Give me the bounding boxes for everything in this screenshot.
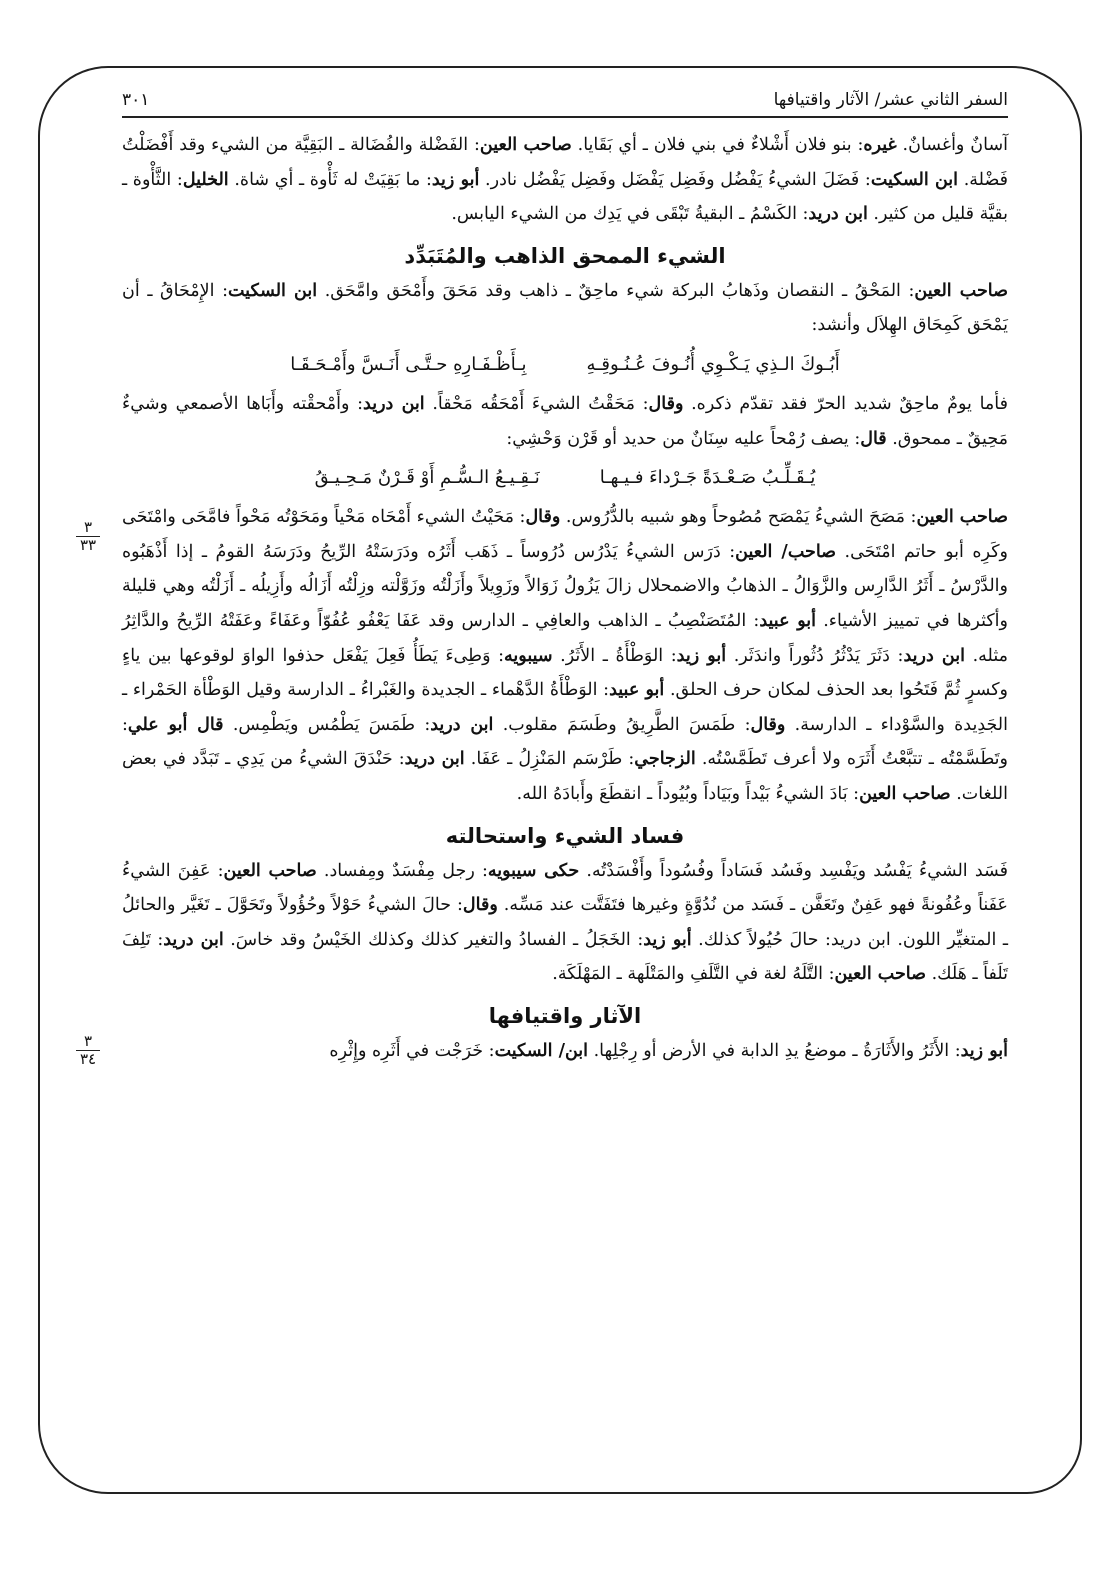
verse-first-hemistich: أَبُـوكَ الـذِي يَـكْـوِي أُنُـوفَ عُـنُـوقِـهِ [586, 353, 840, 375]
paragraph-4 [122, 500, 1008, 811]
text: : الإِمْحَاقُ ـ أن يَمْحَق كَمِحَاق الهِلاَل وأنشد: [122, 280, 1008, 336]
text: : الفَضْلة والفُضَالة ـ البَقِيَّة من الشيء وقد أَفْضَلْتُ فَضْلة. [122, 135, 1008, 190]
text: : طَرْسَم المَنْزِلُ ـ عَفَا. [464, 749, 635, 770]
running-header [122, 80, 1008, 118]
source-name: الخليل [182, 169, 229, 190]
text: : عَفِنَ الشيءُ عَفَناً وعُفُونةً فهو عَفِنٌ وتَعَفَّن ـ فَسَد من نُدُوَّةٍ وغيرها فتَفَتَّت عند مَسِّه. [122, 860, 1008, 916]
source-name: غيره [863, 135, 897, 155]
text: : المُتَصَنْصِبُ ـ الذاهب والعافِي ـ الدارس وقد عَفَا يَعْفُو عُفُوّاً وعَفَاءً وعَفَتْهُ الرِّيحُ والدَّاثِرُ مثله. [122, 610, 1008, 666]
source-name: أبو زيد [960, 1040, 1008, 1061]
source-name: وقال [462, 895, 498, 916]
margin-folio-note [72, 1031, 104, 1068]
text: : بَادَ الشيءُ بَيْداً وبَيَاداً وبُيُوداً ـ انقطَعَ وأَبادَهُ الله. [516, 783, 860, 804]
source-name: صاحب العين [859, 783, 951, 804]
source-name: قال أبو علي [127, 714, 224, 735]
source-name: أبو عبيد [759, 610, 817, 631]
text: : وتَطَسَّمْتُه ـ تتبَّعْتُ أَثَرَه ولا أعرف تَطَمَّسْتُه. [122, 714, 1008, 770]
text: : التَّلَهُ لغة في التَّلَفِ والمَتْلَهة ـ المَهْلَكَة. [552, 964, 835, 985]
paragraph-1 [122, 128, 1008, 232]
source-name: سيبويه [504, 645, 553, 666]
text: فأما يومٌ ماحِقٌ شديد الحرّ فقد تقدّم ذكره. [683, 393, 1008, 414]
text: : مَحَيْتُ الشيء أَمْحَاه مَحْياً ومَحَوْتُه مَحْواً فامَّحَى وامْتَحَى وكَرِه أبو حاتم امْتَحَى. [122, 507, 1009, 562]
source-name: أبو زيد [643, 929, 692, 950]
text: : تَلِفَ تَلَفاً ـ هَلَك. [122, 929, 1008, 985]
verse-2 [122, 458, 1008, 498]
source-name: ابن دريد [363, 393, 425, 414]
source-name: قال [860, 428, 887, 449]
source-name: صاحب العين [834, 964, 926, 985]
document-page [79, 80, 1009, 1490]
paragraph-4-wrapper [79, 500, 1009, 811]
text: : مَصَحَ الشيءُ يَمْصَح مُصُوحاً وهو شبيه بالدُّرُوس. [560, 507, 917, 528]
source-name: أبو عبيد [609, 680, 665, 701]
source-name: وقال [648, 393, 684, 414]
text: : طَمَسَ الطَّرِيقُ وطَسَمَ مقلوب. [493, 714, 751, 735]
margin-note-top: ٣ [83, 518, 93, 537]
paragraph-5 [122, 854, 1008, 992]
text: : يصف رُمْحاً عليه سِنَانٌ من حديد أو قَرْن وَحْشِي: [506, 428, 861, 449]
margin-note-top: ٣ [83, 1031, 93, 1050]
text: : الوَطْأَةُ ـ الأَثَرُ. [552, 645, 677, 666]
source-name: ابن دريد [163, 929, 224, 950]
text: : مَحَقْتُ الشيءَ أَمْحَقُه مَحْقاً. [424, 393, 649, 414]
text: : الثَّأْوة ـ بقيَّة قليل من كثير. [122, 169, 1008, 225]
text: : دَرَس الشيءُ يَدْرُس دُرُوساً ـ ذَهَب أَثَرُه ودَرَسَتْهُ الرِّيحُ ودَرَسَهُ القومُ ـ إذا أَذْهَبُوه والدَّرْسُ ـ أَثَرُ الدَّارِس والزَّوَالُ ـ الذهابُ والاضمحلال زالَ يَزُولُ زَوَالاً وزَوِيلاً وأَزَلْتُه وزَوَّلْته وزِلْتُه أَزَالُه وأَزِيلُه ـ أَزَلْتُه وهي قليلة وأكثرها في تمييز الأشياء. [122, 541, 1008, 631]
text: : الوَطْأَةُ الدَّهْماء ـ الجديدة والغَبْراءُ ـ الدارسة وقيل الوَطْأة الحَمْراء ـ الجَدِيدة والسَّوْداء ـ الدارسة. [122, 680, 1008, 735]
text: آسانٌ وأغسانٌ. [896, 135, 1008, 155]
source-name: صاحب العين [479, 135, 572, 155]
source-name: ابن السكيت [227, 280, 318, 301]
text: : بنو فلان أَشْلاءٌ في بني فلان ـ أي بَقَايا. [571, 135, 864, 155]
page-number: ٣٠١ [122, 90, 150, 110]
section-heading-3: الآثار واقتيافها [488, 1003, 642, 1028]
section-heading-1: الشيء الممحق الذاهب والمُتَبَدِّد [404, 243, 726, 268]
text: : الأَثَرُ والأَثَارَةُ ـ موضعُ يدِ الدابة في الأرض أو رِجْلِها. [588, 1040, 961, 1061]
text: : وأَمْحقْته وأَبَاها الأصمعي وشيءٌ مَحِيقٌ ـ ممحوق. [122, 393, 1008, 449]
text: : حَنْدَقَ الشيءُ من يَدِي ـ تَبَدَّد في بعض اللغات. [122, 749, 1008, 804]
source-name: صاحب/ العين [735, 541, 837, 562]
source-name: ابن دريد [808, 204, 868, 225]
source-name: حكى سيبويه [487, 860, 580, 881]
text: : طَمَسَ يَطْمُس ويَطْمِس. [223, 714, 431, 735]
source-name: صاحب العين [223, 860, 317, 881]
text: : المَحْقُ ـ النقصان وذَهابُ البركة شيء ماحِقٌ ـ ذاهب وقد مَحَقَ وأَمْحَق وامَّحَق. [317, 280, 915, 301]
text: : الكَسْمُ ـ البقيةُ تَبْقَى في يَدِك من الشيء اليابس. [451, 204, 809, 225]
paragraph-2 [122, 274, 1008, 343]
text: : فَضَلَ الشيءُ يَفْضُل وفَضِل يَفْضَل وفَضِل يَفْضُل نادر. [479, 169, 871, 190]
paragraph-6-wrapper [79, 1031, 1008, 1069]
source-name: أبو زيد [676, 645, 727, 666]
paragraph-6 [122, 1034, 1008, 1069]
running-title: السفر الثاني عشر/ الآثار واقتيافها [773, 90, 1008, 110]
text: فَسَد الشيءُ يَفْسُد ويَفْسِد وفَسُد فَسَاداً وفُسُوداً وأَفْسَدْتُه. [579, 860, 1008, 881]
verse-1 [122, 345, 1008, 385]
source-name: ابن دريد [430, 714, 494, 735]
margin-note-bottom: ٣٣ [79, 536, 97, 555]
text: : الخَجَلُ ـ الفسادُ والتغير كذلك وكذلك الخَيْسُ وقد خاسَ. [223, 929, 644, 950]
paragraph-3 [122, 387, 1008, 456]
text: : وَطِىءَ يَطَأُ فَعِلَ يَفْعَل حذفوا الواوَ لوقوعها بين ياءٍ وكسرٍ ثُمَّ فَتَحُوا بعد الحذف لمكان حرف الحلق. [122, 645, 1008, 701]
source-name: صاحب العين [914, 280, 1008, 301]
source-name: أبو زيد [431, 169, 480, 190]
verse-second-hemistich: بِـأَظْـفَـارِهِ حـتَّـى أَنَـسَّ وأَمْـحَـقَـا [290, 353, 527, 375]
source-name: ابن دريد [404, 749, 465, 770]
margin-folio-note [72, 520, 104, 553]
source-name: وقال [750, 714, 786, 735]
source-name: ابن دريد [903, 645, 965, 666]
text: : دَثَرَ يَدْثُرُ دُثُوراً واندَثَر. [726, 645, 904, 666]
section-heading-2: فساد الشيء واستحالته [445, 823, 685, 848]
verse-first-hemistich: يُـقَـلِّـبُ صَـعْـدَةً جَـرْداءَ فـيـهـا [599, 467, 816, 489]
margin-note-bottom: ٣٤ [79, 1049, 97, 1068]
text: : خَرَجْت في أَثَرِه وإِثْرِه [329, 1040, 495, 1061]
source-name: ابن السكيت [870, 169, 959, 190]
text: : حالَ الشيءُ حَوْلاً وحُؤُولاً وتَحَوَّلَ ـ تَغَيَّر والحائلُ ـ المتغيِّر اللون. ابن دريد: حالَ حُيُولاً كذلك. [122, 895, 1009, 950]
text: : ما بَقِيَتْ له ثَأْوة ـ أي شاة. [228, 169, 432, 190]
text: : رجل مِفْسَدٌ ومِفساد. [316, 860, 488, 881]
verse-second-hemistich: نَـقِـيـعُ الـسُّـمِ أَوْ قَـرْنٌ مَـحِـيـقُ [314, 467, 540, 489]
source-name: ابن/ السكيت [494, 1040, 589, 1061]
source-name: وقال [525, 507, 561, 528]
source-name: صاحب العين [916, 507, 1008, 528]
source-name: الزجاجي [634, 749, 696, 770]
